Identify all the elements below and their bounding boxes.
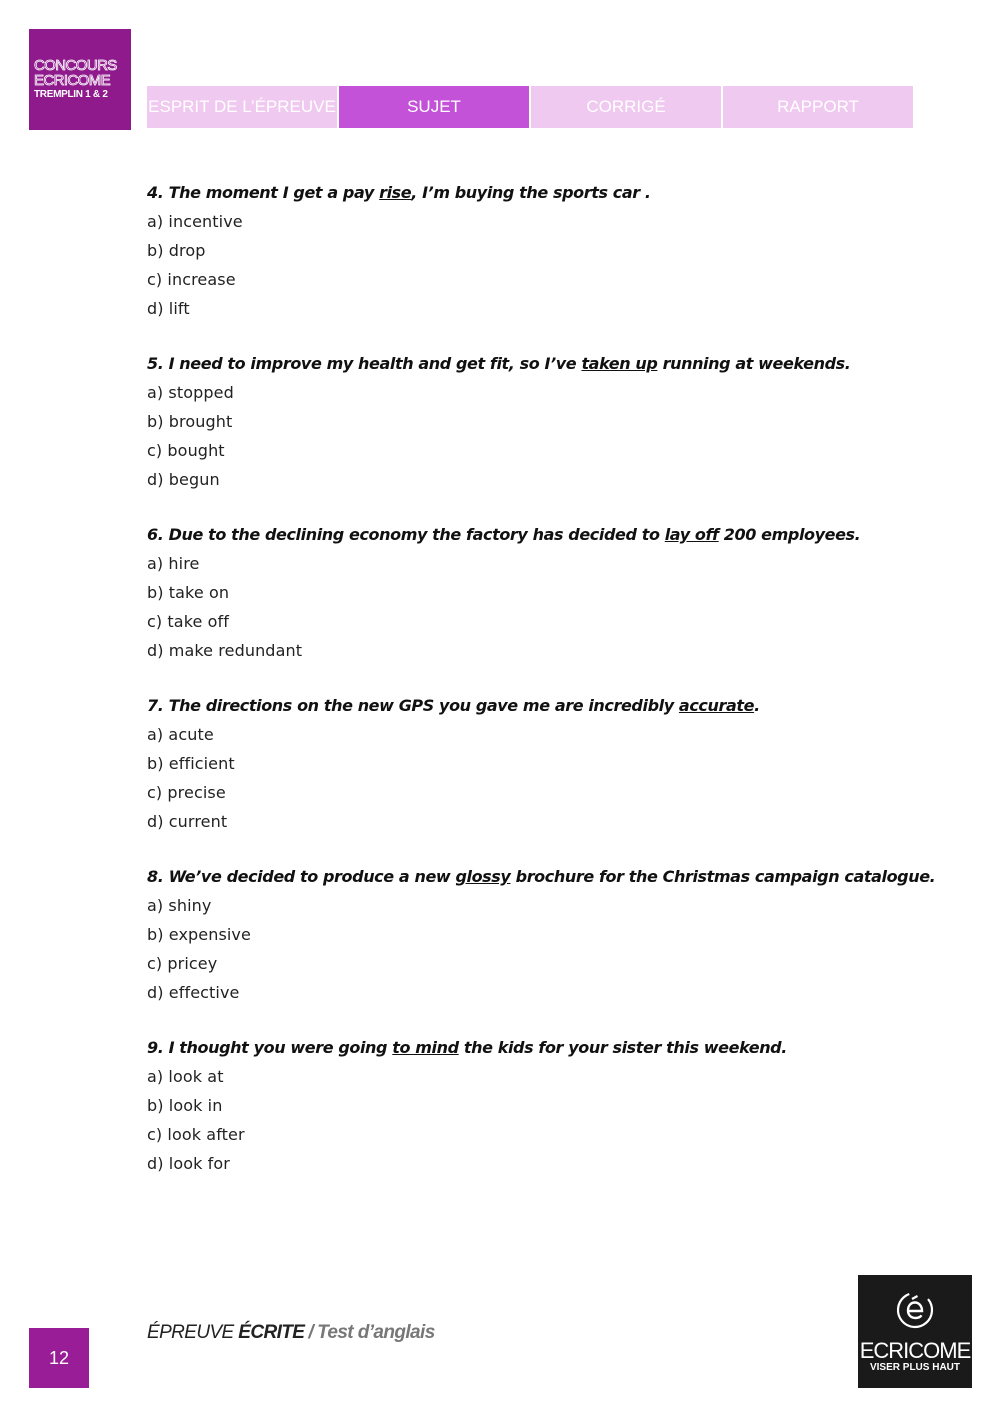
option-d: d) begun <box>147 470 220 489</box>
tab-esprit[interactable]: ESPRIT DE L’ÉPREUVE <box>147 86 337 128</box>
option-c: c) precise <box>147 783 226 802</box>
tab-sujet[interactable]: SUJET <box>339 86 529 128</box>
option-c: c) look after <box>147 1125 245 1144</box>
footer-title <box>147 1322 435 1344</box>
question-7 <box>147 691 947 836</box>
question-6 <box>147 520 947 665</box>
question-9 <box>147 1033 947 1178</box>
option-b: b) take on <box>147 583 230 602</box>
option-b: b) expensive <box>147 925 251 944</box>
question-text: 4. The moment I get a pay rise, I’m buying the sports car . <box>147 183 651 202</box>
option-a: a) look at <box>147 1067 224 1086</box>
underlined-term: rise <box>379 183 412 202</box>
option-b: b) drop <box>147 241 206 260</box>
option-c: c) take off <box>147 612 229 631</box>
underlined-term: accurate <box>678 696 755 715</box>
question-text: 5. I need to improve my health and get fit, so I’ve taken up running at weekends. <box>147 354 851 373</box>
option-d: d) make redundant <box>147 641 303 660</box>
question-text: 7. The directions on the new GPS you gave me are incredibly accurate. <box>147 696 760 715</box>
option-b: b) efficient <box>147 754 235 773</box>
option-c: c) bought <box>147 441 225 460</box>
underlined-term: to mind <box>392 1038 459 1057</box>
logo-line-ecricome: ECRICOME <box>34 72 111 89</box>
footer-title-test: Test d’anglais <box>317 1322 435 1343</box>
ecricome-emblem-icon <box>896 1291 934 1329</box>
tab-corrige[interactable]: CORRIGÉ <box>531 86 721 128</box>
logo-line-concours: CONCOURS <box>34 57 117 74</box>
question-4 <box>147 178 947 323</box>
option-b: b) brought <box>147 412 233 431</box>
ecricome-logo <box>858 1275 972 1388</box>
brand-slogan: VISER PLUS HAUT <box>869 1362 960 1373</box>
concours-logo <box>29 29 131 130</box>
option-a: a) hire <box>147 554 200 573</box>
section-tabs <box>147 86 915 128</box>
option-b: b) look in <box>147 1096 223 1115</box>
logo-line-tremplin: TREMPLIN 1 & 2 <box>34 89 108 100</box>
option-d: d) effective <box>147 983 240 1002</box>
question-list <box>147 178 947 1204</box>
option-c: c) pricey <box>147 954 218 973</box>
option-d: d) lift <box>147 299 190 318</box>
option-c: c) increase <box>147 270 236 289</box>
footer-separator: / <box>308 1322 314 1343</box>
question-text: 9. I thought you were going to mind the kids for your sister this weekend. <box>147 1038 787 1057</box>
option-d: d) look for <box>147 1154 230 1173</box>
option-d: d) current <box>147 812 228 831</box>
tab-rapport[interactable]: RAPPORT <box>723 86 913 128</box>
option-a: a) incentive <box>147 212 243 231</box>
underlined-term: taken up <box>581 354 658 373</box>
question-8 <box>147 862 947 1007</box>
brand-name: ECRICOME <box>859 1338 971 1363</box>
option-a: a) stopped <box>147 383 234 402</box>
option-a: a) acute <box>147 725 214 744</box>
question-text: 8. We’ve decided to produce a new glossy brochure for the Christmas campaign catalogue. <box>147 867 936 886</box>
underlined-term: lay off <box>664 525 719 544</box>
underlined-term: glossy <box>455 867 511 886</box>
option-a: a) shiny <box>147 896 212 915</box>
question-text: 6. Due to the declining economy the factory has decided to lay off 200 employees. <box>147 525 861 544</box>
page-number: 12 <box>29 1328 89 1388</box>
footer-title-ecrite: ÉCRITE <box>238 1322 305 1343</box>
footer-title-epreuve: ÉPREUVE <box>147 1322 239 1343</box>
question-5 <box>147 349 947 494</box>
